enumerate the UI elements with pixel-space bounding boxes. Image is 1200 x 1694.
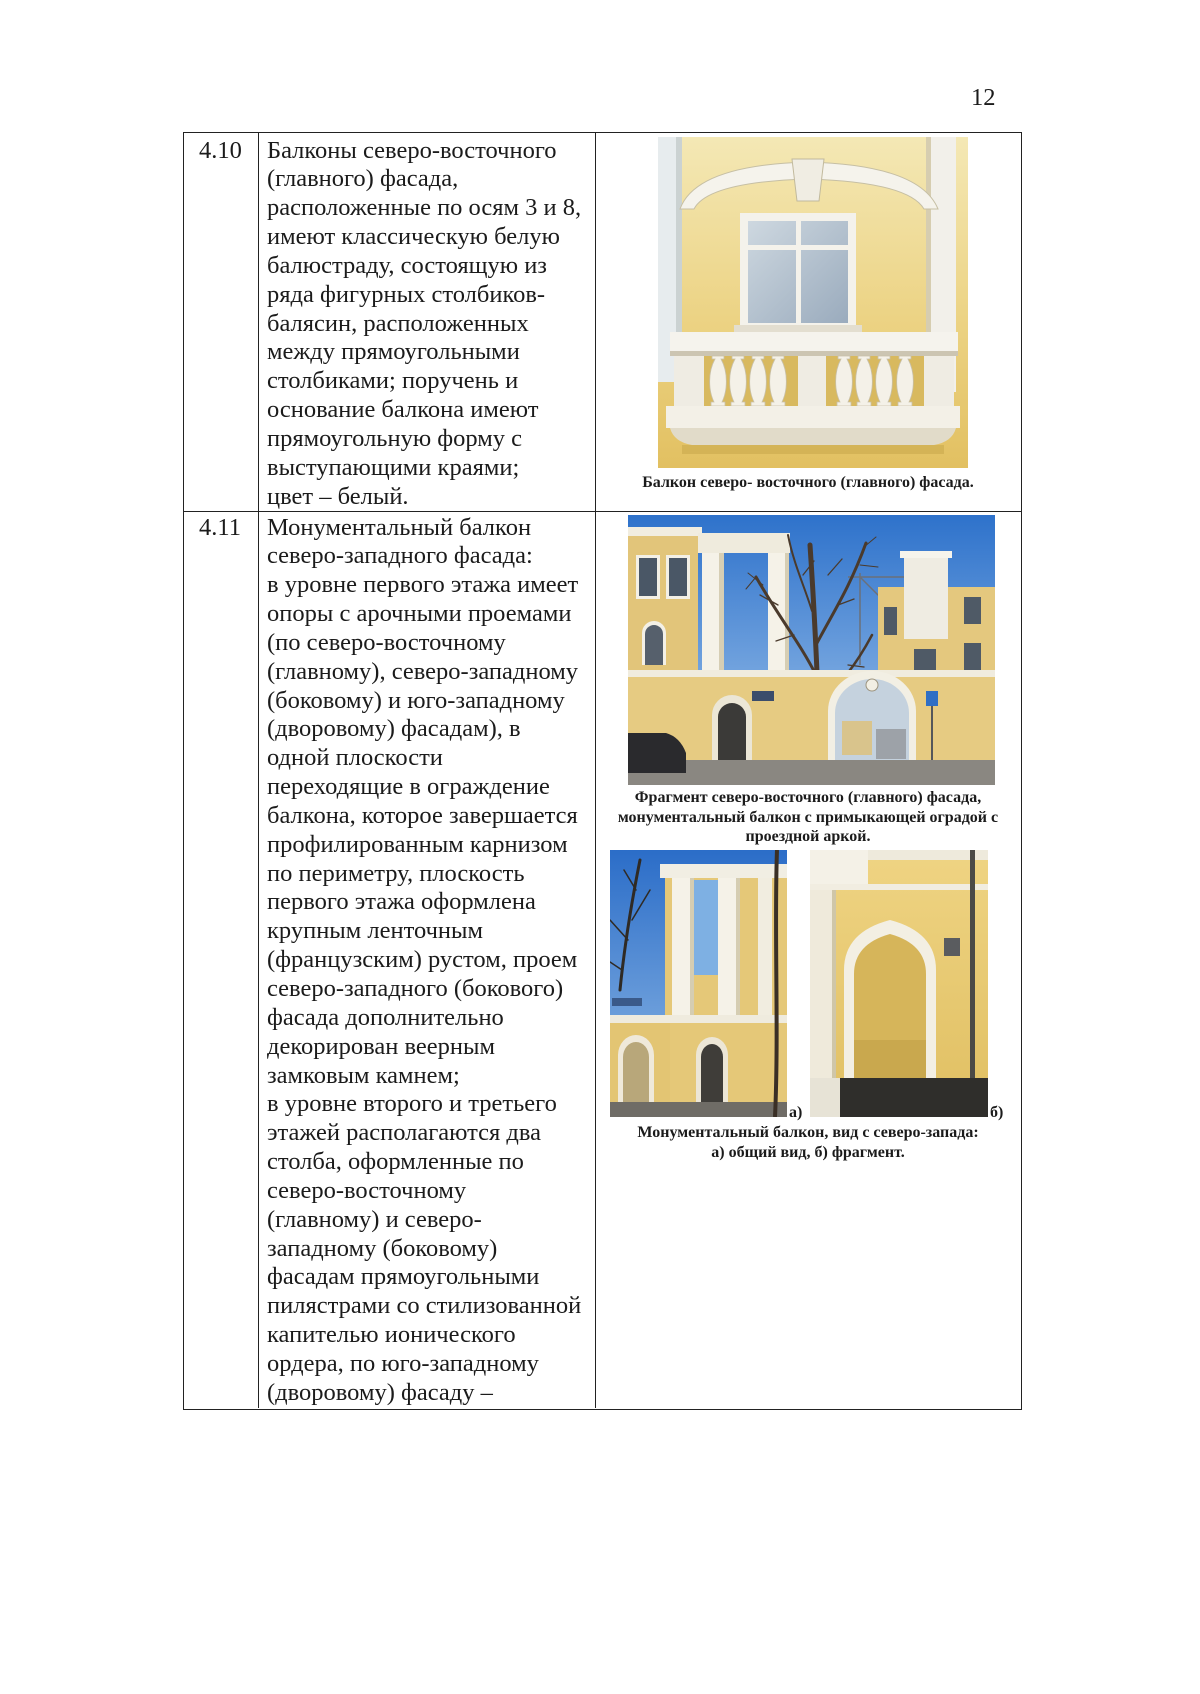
table-row xyxy=(184,133,1021,512)
text-line: ряда фигурных столбиков- xyxy=(267,280,546,308)
text-line: этажей располагаются два xyxy=(267,1119,542,1147)
text-line: фасадам прямоугольными xyxy=(267,1263,540,1291)
text-line: столба, оформленные по xyxy=(267,1148,524,1176)
description-cell xyxy=(259,133,596,511)
text-line: опоры с арочными проемами xyxy=(267,600,572,628)
text-line: выступающими краями; xyxy=(267,453,520,481)
figure-label: а) xyxy=(789,1104,803,1121)
description-text xyxy=(267,514,581,1408)
text-line: переходящие в ограждение xyxy=(267,773,550,801)
text-line: северо-западного (бокового) xyxy=(267,975,564,1002)
text-line: замковым камнем; xyxy=(267,1061,460,1089)
figure-label: б) xyxy=(990,1104,1004,1121)
caption-line: Монументальный балкон, вид с северо-запада: xyxy=(637,1124,979,1141)
photo-caption xyxy=(596,473,1020,493)
text-line: пилястрами со стилизованной xyxy=(267,1292,582,1320)
text-line: (боковому) и юго-западному xyxy=(267,686,565,714)
text-line: ордера, по юго-западному xyxy=(267,1349,539,1377)
text-line: в уровне второго и третьего xyxy=(267,1090,557,1118)
balcony-general-view-photo xyxy=(610,850,787,1117)
row-number: 4.11 xyxy=(199,513,241,541)
illustration-cell xyxy=(596,512,1020,1408)
photo-caption xyxy=(596,1123,1020,1162)
text-line: фасада дополнительно xyxy=(267,1003,504,1031)
table-row xyxy=(184,512,1021,1408)
text-line: (дворовому) фасаду – xyxy=(267,1378,493,1406)
text-line: крупным ленточным xyxy=(267,917,484,945)
balcony-photo xyxy=(658,137,968,468)
text-line: профилированным карнизом xyxy=(267,830,568,858)
text-line: декорирован веерным xyxy=(267,1032,495,1060)
description-text xyxy=(267,137,581,512)
text-line: северо-западного фасада: xyxy=(267,542,533,570)
text-line: (дворовому) фасадам), в xyxy=(267,715,521,743)
text-line: по периметру, плоскость xyxy=(267,859,525,887)
caption-line: а) общий вид, б) фрагмент. xyxy=(711,1143,905,1161)
illustration-cell xyxy=(596,133,1020,511)
text-line: (главному) и северо- xyxy=(267,1205,482,1233)
text-line: западному (боковому) xyxy=(267,1234,498,1262)
text-line: (главного) фасада, xyxy=(267,165,459,193)
photo-caption xyxy=(596,788,1020,847)
text-line: в уровне первого этажа имеет xyxy=(267,571,579,599)
text-line: имеют классическую белую xyxy=(267,223,560,251)
text-line: балясин, расположенных xyxy=(267,309,529,337)
text-line: северо-восточному xyxy=(267,1176,467,1204)
caption-line: Фрагмент северо-восточного (главного) фасада, xyxy=(634,789,982,806)
text-line: первого этажа оформлена xyxy=(267,888,536,916)
balcony-fragment-photo xyxy=(810,850,988,1117)
text-line: капителью ионического xyxy=(267,1321,516,1349)
description-cell xyxy=(259,512,596,1408)
text-line: (главному), северо-западному xyxy=(267,657,579,685)
text-line: Балконы северо-восточного xyxy=(267,136,557,164)
text-line: цвет – белый. xyxy=(267,482,409,510)
text-line: между прямоугольными xyxy=(267,338,520,366)
text-line: балкона, которое завершается xyxy=(267,801,578,829)
text-line: прямоугольную форму с xyxy=(267,424,523,452)
number-cell xyxy=(184,133,259,511)
page-number: 12 xyxy=(971,84,996,111)
caption-line: монументальный балкон с примыкающей оградой с xyxy=(617,808,999,826)
text-line: столбиками; поручень и xyxy=(267,367,519,395)
text-line: Монументальный балкон xyxy=(267,513,532,541)
number-cell xyxy=(184,512,259,1408)
facade-with-arch-photo xyxy=(628,515,995,785)
text-line: балюстраду, состоящую из xyxy=(267,251,547,279)
row-number: 4.10 xyxy=(199,136,242,164)
caption-line: Балкон северо- восточного (главного) фасада. xyxy=(642,474,974,491)
caption-line: проездной аркой. xyxy=(745,828,871,845)
feature-table xyxy=(183,132,1022,1410)
text-line: (по северо-восточному xyxy=(267,628,506,656)
text-line: одной плоскости xyxy=(267,744,443,772)
text-line: расположенные по осям 3 и 8, xyxy=(267,194,582,222)
text-line: основание балкона имеют xyxy=(267,396,539,424)
text-line: (французским) рустом, проем xyxy=(267,946,578,974)
